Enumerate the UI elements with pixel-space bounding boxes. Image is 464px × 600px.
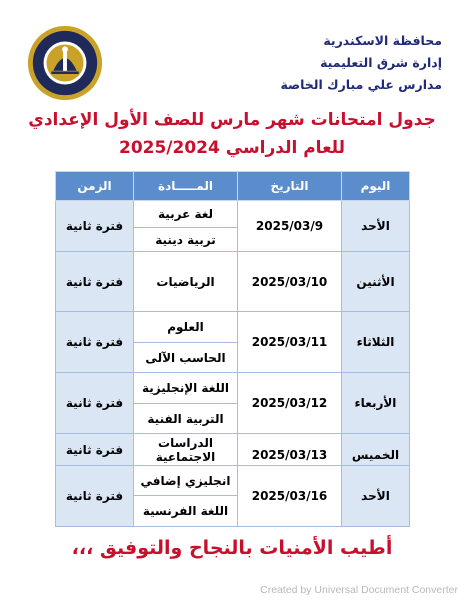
day-cell: الخميس — [342, 434, 410, 466]
subject-cell: اللغة الإنجليزية — [134, 373, 238, 404]
school-header — [280, 30, 442, 96]
date-cell: 2025/03/10 — [238, 252, 342, 312]
header-administration: إدارة شرق التعليمية — [320, 55, 442, 70]
day-cell: الثلاثاء — [342, 312, 410, 373]
day-cell: الأحد — [342, 201, 410, 252]
date-cell: 2025/03/12 — [238, 373, 342, 434]
academic-year-title: للعام الدراسي 2025/2024 — [118, 138, 345, 158]
subject-cell: العلوم — [134, 312, 238, 343]
time-cell: فترة ثانية — [56, 201, 134, 252]
table-row — [56, 201, 410, 228]
subject-cell: تربية دينية — [134, 228, 238, 252]
subject-cell: انجليزي إضافي — [134, 466, 238, 496]
day-cell: الأربعاء — [342, 373, 410, 434]
table-row — [56, 312, 410, 343]
subject-cell: التربية الفنية — [134, 404, 238, 434]
table-header-row — [56, 172, 410, 201]
date-cell: 2025/03/13 — [238, 434, 342, 466]
time-cell: فترة ثانية — [56, 373, 134, 434]
header-day: اليوم — [342, 172, 410, 201]
exam-schedule-table — [55, 171, 410, 527]
subject-cell: اللغة الفرنسية — [134, 496, 238, 527]
time-cell: فترة ثانية — [56, 434, 134, 466]
header-time: الزمن — [56, 172, 134, 201]
header-governorate: محافظة الاسكندرية — [323, 33, 442, 48]
time-cell: فترة ثانية — [56, 312, 134, 373]
day-cell: الأحد — [342, 466, 410, 527]
header-date: التاريخ — [238, 172, 342, 201]
converter-watermark: Created by Universal Document Converter — [260, 584, 458, 596]
date-cell: 2025/03/11 — [238, 312, 342, 373]
school-logo — [26, 24, 104, 102]
subject-cell: الحاسب الآلى — [134, 343, 238, 373]
subject-cell: لغة عربية — [134, 201, 238, 228]
table-row — [56, 434, 410, 466]
best-wishes-footer: أطيب الأمنيات بالنجاح والتوفيق ،،، — [71, 537, 393, 559]
time-cell: فترة ثانية — [56, 466, 134, 527]
table-row — [56, 252, 410, 312]
header-subject: المـــــادة — [134, 172, 238, 201]
exam-schedule-title: جدول امتحانات شهر مارس للصف الأول الإعدادي — [28, 110, 436, 130]
date-cell: 2025/03/9 — [238, 201, 342, 252]
time-cell: فترة ثانية — [56, 252, 134, 312]
table-row — [56, 466, 410, 496]
header-school-name: مدارس علي مبارك الخاصة — [280, 77, 442, 92]
subject-cell: الدراسات الاجتماعية — [134, 434, 238, 466]
table-row — [56, 373, 410, 404]
date-cell: 2025/03/16 — [238, 466, 342, 527]
day-cell: الأثنين — [342, 252, 410, 312]
subject-cell: الرياضيات — [134, 252, 238, 312]
